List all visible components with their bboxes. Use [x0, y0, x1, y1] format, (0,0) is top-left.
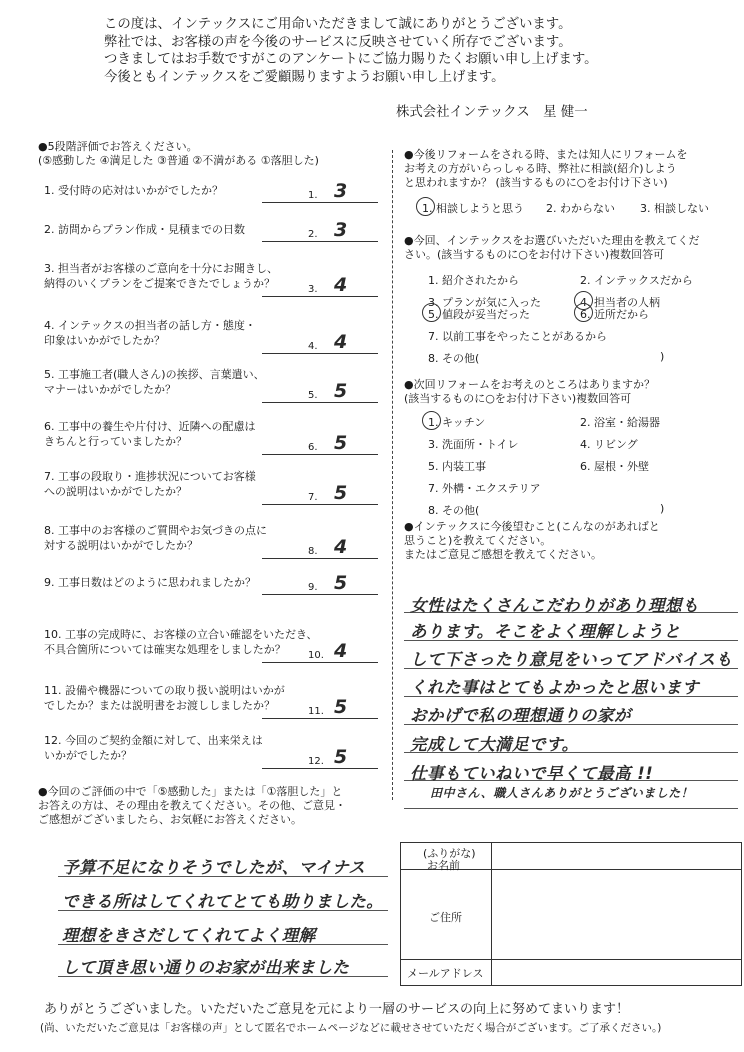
referral-heading: ●今後リフォームをされる時、または知人にリフォームを お考えの方がいらっしゃる時、弊社に相談(紹介)しよう と思われますか？ (該当するものに○をお付け下さい) [404, 148, 688, 189]
rating-question-12: 12. 今回のご契約金額に対して、出来栄えは いかがでしたか？ [44, 734, 263, 762]
answer-number: 12. [308, 756, 324, 767]
selection-circle-icon [422, 411, 441, 430]
answer-number: 2. [308, 229, 318, 240]
next-option-5[interactable]: 5. 内装工事 [428, 460, 486, 473]
choose-option-8[interactable]: 8. その他( [428, 352, 480, 365]
rating-heading: ●5段階評価でお答えください。 [38, 140, 198, 153]
choose-option-3[interactable]: 3. プランが気に入った [428, 296, 541, 309]
wish-handwriting-line-6: 完成して大満足です。 [410, 735, 579, 754]
rating-answer-6[interactable]: 5 [334, 432, 348, 454]
wish-handwriting-line-1: 女性はたくさんこだわりがあり理想も [410, 596, 699, 615]
intro-line-3: つきましてはお手数ですがこのアンケートにご協力賜りたくお願い申し上げます。 [104, 52, 598, 67]
rating-answer-10[interactable]: 4 [334, 640, 348, 662]
next-option-4[interactable]: 4. リビング [580, 438, 638, 451]
referral-option-2[interactable]: 2. わからない [546, 202, 615, 215]
wish-handwriting-line-7: 仕事もていねいで早くて最高 !! [410, 764, 654, 783]
wish-heading: ●インテックスに今後望むこと(こんなのがあればと 思うこと)を教えてください。 またはご意見ご感想を教えてください。 [404, 520, 660, 561]
rating-answer-12[interactable]: 5 [334, 746, 348, 768]
answer-line [262, 504, 378, 505]
rating-question-6: 6. 工事中の養生や片付け、近隣への配慮は きちんと行っていましたか？ [44, 420, 256, 448]
next-option-8[interactable]: 8. その他( [428, 504, 480, 517]
rating-answer-7[interactable]: 5 [334, 482, 348, 504]
choose-option-5[interactable]: 5. 値段が妥当だった [428, 308, 530, 321]
selection-circle-icon [422, 303, 441, 322]
rating-heading-block [38, 140, 368, 168]
next-option-1[interactable]: 1. キッチン [428, 416, 486, 429]
rating-question-9: 9. 工事日数はどのように思われましたか？ [44, 576, 256, 589]
choose-heading: ●今回、インテックスをお選びいただいた理由を教えてくだ さい。(該当するものに○をお付け下さい)複数回答可 [404, 234, 700, 261]
answer-number: 1. [308, 190, 318, 201]
answer-line [262, 402, 378, 403]
next-option-6[interactable]: 6. 屋根・外壁 [580, 460, 649, 473]
rating-question-11: 11. 設備や機器についての取り扱い説明はいかが でしたか？または説明書をお渡ししましたか？ [44, 684, 285, 712]
address-label: ご住所 [429, 911, 462, 924]
rating-question-2: 2. 訪問からプラン作成・見積までの日数 [44, 223, 245, 236]
rating-answer-2[interactable]: 3 [334, 219, 348, 241]
referral-option-1[interactable]: 1. 相談しようと思う [422, 202, 524, 215]
rating-answer-9[interactable]: 5 [334, 572, 348, 594]
address-field[interactable] [493, 871, 739, 957]
answer-number: 9. [308, 582, 318, 593]
name-field[interactable] [493, 843, 739, 868]
answer-line [262, 662, 378, 663]
referral-option-3[interactable]: 3. 相談しない [640, 202, 709, 215]
next-option-7[interactable]: 7. 外構・エクステリア [428, 482, 541, 495]
rating-answer-3[interactable]: 4 [334, 274, 348, 296]
answer-line [262, 202, 378, 203]
rating-answer-5[interactable]: 5 [334, 380, 348, 402]
answer-number: 7. [308, 492, 318, 503]
furigana-label: (ふりがな) [423, 847, 476, 860]
rating-answer-11[interactable]: 5 [334, 696, 348, 718]
answer-number: 10. [308, 650, 324, 661]
answer-line [262, 718, 378, 719]
intro-line-2: 弊社では、お客様の声を今後のサービスに反映させていく所存でございます。 [104, 34, 572, 50]
wish-handwriting-line-3: して下さったり意見をいってアドバイスも [410, 650, 733, 669]
reason-heading: ●今回のご評価の中で「⑤感動した」または「①落胆した」と お答えの方は、その理由を教えてください。その他、ご意見・ ご感想がございましたら、お気軽にお答えください。 [38, 785, 346, 826]
answer-line [262, 454, 378, 455]
wish-handwriting-line-8: 田中さん、職人さんありがとうございました！ [430, 786, 694, 800]
answer-line [262, 594, 378, 595]
choose-option-4[interactable]: 4. 担当者の人柄 [580, 296, 660, 309]
intro-line-1: この度は、インテックスにご用命いただきまして誠にありがとうございます。 [104, 17, 572, 32]
wish-handwriting-line-4: くれた事はとてもよかったと思います [410, 678, 699, 697]
footer-thanks: ありがとうございました。いただいたご意見を元により一層のサービスの向上に努めてまいります！ [44, 1002, 630, 1017]
next-option-3[interactable]: 3. 洗面所・トイレ [428, 438, 519, 451]
rating-answer-1[interactable]: 3 [334, 180, 348, 202]
email-label: メールアドレス [407, 967, 484, 980]
answer-number: 11. [308, 706, 324, 717]
company-signature: 株式会社インテックス 星 健一 [396, 105, 588, 120]
choose-option-2[interactable]: 2. インテックスだから [580, 274, 693, 287]
intro-line-4: 今後ともインテックスをご愛顧賜りますようお願い申し上げます。 [104, 69, 505, 85]
footer-note: (尚、いただいたご意見は「お客様の声」として匿名でホームページなどに載せさせていただく場合がございます。ご了承ください。) [40, 1022, 662, 1034]
rating-question-4: 4. インテックスの担当者の話し方・態度・ 印象はいかがでしたか？ [44, 319, 256, 347]
rating-question-3: 3. 担当者がお客様のご意向を十分にお聞きし、 納得のいくプランをご提案できたでしょうか？ [44, 262, 278, 290]
reason-handwriting-line-1: 予算不足になりそうでしたが、マイナス [62, 858, 366, 877]
next-option-2[interactable]: 2. 浴室・給湯器 [580, 416, 660, 429]
rating-answer-8[interactable]: 4 [334, 536, 348, 558]
answer-line [262, 353, 378, 354]
selection-circle-icon [416, 197, 435, 216]
answer-number: 6. [308, 442, 318, 453]
next-heading: ●次回リフォームをお考えのところはありますか？ (該当するものに○をお付け下さい)複数回答可 [404, 378, 656, 405]
intro-message [104, 16, 724, 86]
wish-handwriting-line-5: おかげで私の理想通りの家が [410, 706, 631, 725]
choose-option-1[interactable]: 1. 紹介されたから [428, 274, 519, 287]
answer-number: 4. [308, 341, 318, 352]
answer-line [262, 768, 378, 769]
answer-number: 8. [308, 546, 318, 557]
choose-option-8-close: ) [660, 350, 665, 363]
rating-question-10: 10. 工事の完成時に、お客様の立合い確認をいただき、 不具合箇所については確実な処理をしましたか？ [44, 628, 318, 656]
reason-handwriting-line-3: 理想をきさだしてくれてよく理解 [62, 926, 316, 945]
selection-circle-icon [574, 303, 593, 322]
email-field[interactable] [493, 961, 739, 984]
contact-info-box [400, 842, 742, 986]
answer-line [262, 296, 378, 297]
rating-question-8: 8. 工事中のお客様のご質問やお気づきの点に 対する説明はいかがでしたか？ [44, 524, 267, 552]
answer-line [262, 558, 378, 559]
answer-line [262, 241, 378, 242]
rating-question-7: 7. 工事の段取り・進捗状況についてお客様 への説明はいかがでしたか？ [44, 470, 256, 498]
wish-handwriting-line-2: あります。そこをよく理解しようと [410, 622, 681, 641]
contact-row-divider [401, 959, 741, 960]
rating-question-5: 5. 工事施工者(職人さん)の挨拶、言葉遣い、 マナーはいかがでしたか？ [44, 368, 265, 396]
rating-scale: (⑤感動した ④満足した ③普通 ②不満がある ①落胆した) [38, 154, 319, 167]
choose-option-7[interactable]: 7. 以前工事をやったことがあるから [428, 330, 607, 343]
comment-line [404, 808, 738, 809]
reason-handwriting-line-4: して頂き思い通りのお家が出来ました [62, 958, 350, 977]
name-label: お名前 [427, 859, 460, 872]
rating-answer-4[interactable]: 4 [334, 331, 348, 353]
rating-question-1: 1. 受付時の応対はいかがでしたか？ [44, 184, 223, 197]
column-divider [392, 150, 393, 800]
answer-number: 3. [308, 284, 318, 295]
choose-option-6[interactable]: 6. 近所だから [580, 308, 649, 321]
next-option-8-close: ) [660, 502, 665, 515]
reason-handwriting-line-2: できる所はしてくれてとても助りました。 [62, 892, 384, 911]
answer-number: 5. [308, 390, 318, 401]
